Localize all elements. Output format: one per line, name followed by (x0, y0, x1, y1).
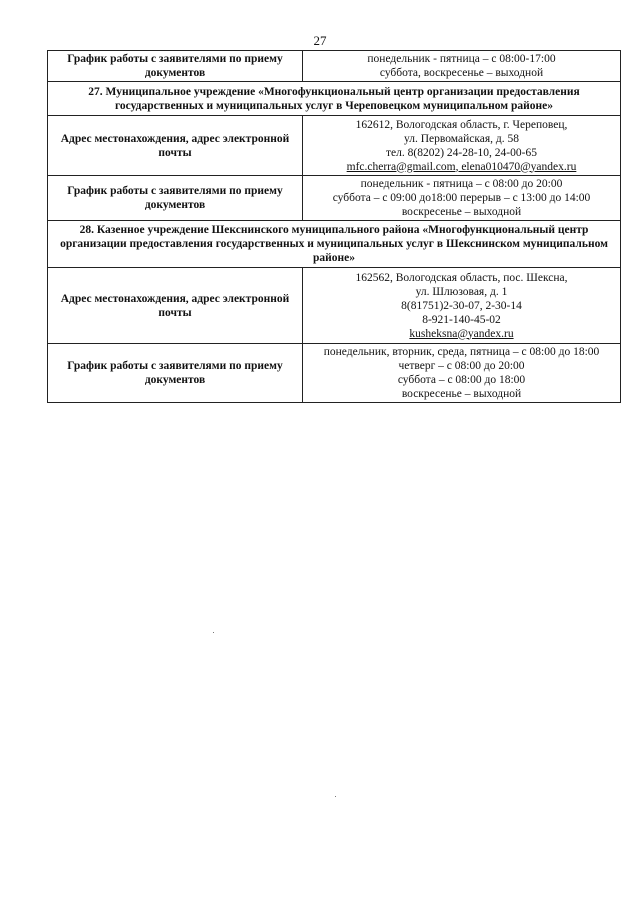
schedule-line: суббота, воскресенье – выходной (379, 67, 544, 79)
row-label: График работы с заявителями по приему документов (48, 51, 303, 82)
address-line: 162562, Вологодская область, пос. Шексна, (355, 271, 568, 284)
row-label: Адрес местонахождения, адрес электронной почты (48, 268, 303, 344)
scan-speck (213, 632, 214, 633)
row-label: График работы с заявителями по приему документов (48, 176, 303, 221)
schedule-line: суббота – с 08:00 до 18:00 (397, 374, 526, 386)
schedule-line: понедельник - пятница – с 08:00 до 20:00 (360, 178, 563, 190)
section-header-28: 28. Казенное учреждение Шекснинского муниципального района «Многофункциональный центр организации предоставления государственных и муниципальных услуг в Шекснинском муниципальном районе» (48, 221, 621, 268)
schedule-line: понедельник - пятница – с 08:00-17:00 (367, 53, 556, 65)
table-row (48, 176, 621, 221)
table-row (48, 344, 621, 403)
schedule-line: понедельник, вторник, среда, пятница – с 08:00 до 18:00 (323, 346, 600, 358)
phone-line: тел. 8(8202) 24-28-10, 24-00-65 (386, 146, 537, 159)
row-label: График работы с заявителями по приему документов (48, 344, 303, 403)
phone-line: 8-921-140-45-02 (422, 313, 501, 326)
row-label: Адрес местонахождения, адрес электронной почты (48, 116, 303, 176)
section-header-row (48, 221, 621, 268)
mfc-info-table (47, 50, 621, 403)
schedule-line: четверг – с 08:00 до 20:00 (398, 360, 525, 372)
row-value (303, 344, 621, 403)
phone-line: 8(81751)2-30-07, 2-30-14 (401, 299, 522, 312)
address-line: ул. Первомайская, д. 58 (404, 132, 519, 145)
email-link[interactable]: mfc.cherra@gmail.com, elena010470@yandex.ru (346, 160, 577, 173)
row-value (303, 116, 621, 176)
row-value (303, 51, 621, 82)
section-header-row (48, 82, 621, 116)
table-row (48, 268, 621, 344)
row-value (303, 268, 621, 344)
table-row (48, 51, 621, 82)
schedule-line: суббота – с 09:00 до18:00 перерыв – с 13:00 до 14:00 (332, 192, 591, 204)
table-row (48, 116, 621, 176)
scan-speck (335, 796, 336, 797)
address-line: ул. Шлюзовая, д. 1 (415, 285, 508, 298)
row-value (303, 176, 621, 221)
email-link[interactable]: kusheksna@yandex.ru (409, 327, 514, 340)
page-number: 27 (313, 33, 327, 48)
schedule-line: воскресенье – выходной (401, 388, 522, 400)
schedule-line: воскресенье – выходной (401, 206, 522, 218)
address-line: 162612, Вологодская область, г. Череповец, (355, 118, 568, 131)
section-header-27: 27. Муниципальное учреждение «Многофункциональный центр организации предоставления государственных и муниципальных услуг в Череповецком муниципальном районе» (48, 82, 621, 116)
